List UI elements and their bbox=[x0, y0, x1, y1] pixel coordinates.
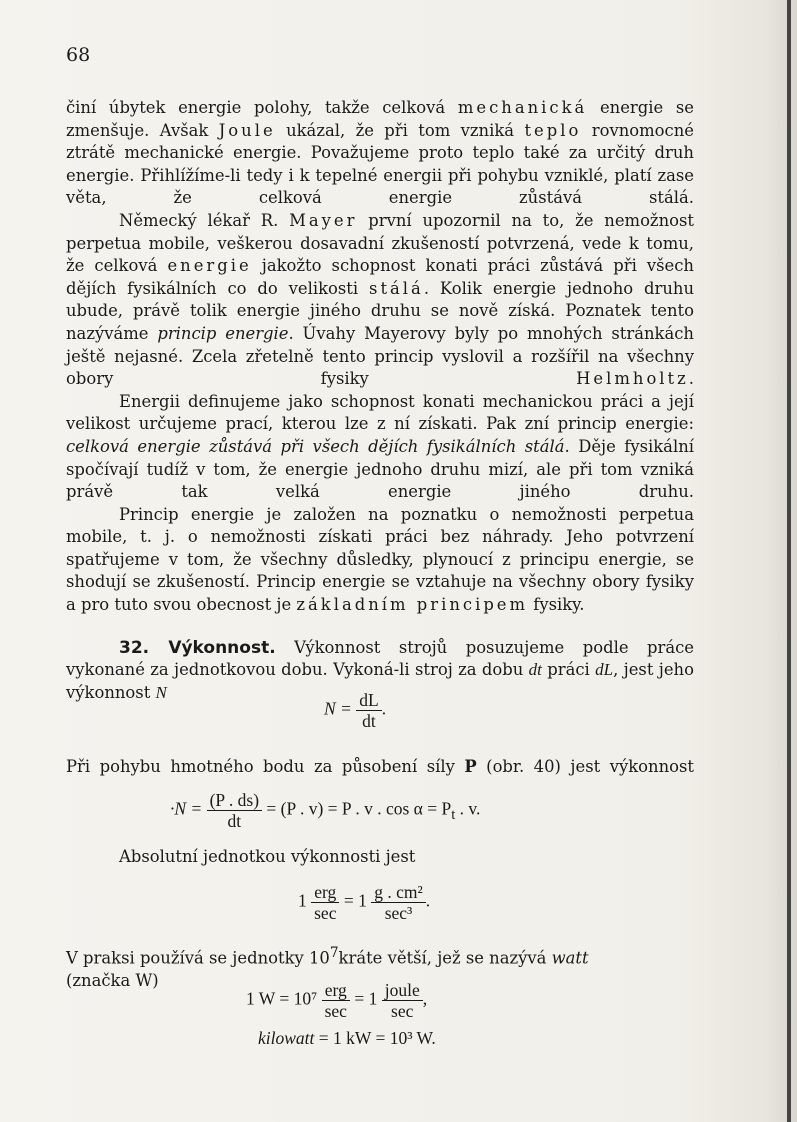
equation-power-definition: N = $\frac{dL}{dt}$ . bbox=[324, 690, 387, 731]
section-gap bbox=[66, 617, 694, 637]
fraction-pds-dt: $\frac{(P . ds)}{dt}$ bbox=[207, 790, 262, 831]
fraction-erg-sec: $\frac{\text{erg}}{\sec}$ bbox=[311, 882, 339, 923]
paragraph-perpetuum: Princip energie je založen na poznatku o nemožnosti perpetua mobile, t. j. o nemožnosti získati práci bez náhrady. Jeho potvrzení spatřujeme v tom, že všechny důsledky, plynoucí z principu energie, se shodují se zkušeností. Princip energie se vztahuje na všechny obory fysiky a pro tuto svou obecnost je základním principem fysiky. bbox=[66, 504, 694, 615]
equation-erg-per-sec: 1 $\frac{\text{erg}}{\sec}$ = 1 $\frac{\text{g . cm²}}{\text{sec³}}$ . bbox=[298, 882, 431, 923]
paragraph-watt: V praksi používá se jednotky $10^7kráte$ větší, jež se nazývá watt (značka W) bbox=[66, 945, 589, 991]
paragraph-absolute-unit: Absolutní jednotkou výkonnosti jest bbox=[119, 847, 416, 866]
fraction-erg-sec-watt: $\frac{\text{erg}}{\sec}$ bbox=[322, 980, 350, 1021]
equation-power-force: ·N = $\frac{(P . ds)}{dt}$ = (P . v) = P . v . $\cos \alpha = P_t$ . v. bbox=[170, 790, 481, 831]
equation-watt: 1 W = 10⁷ $\frac{\text{erg}}{\sec}$ = 1 $\frac{\text{joule}}{\sec}$ , bbox=[246, 980, 428, 1021]
paragraph-force-power: Při pohybu hmotného bodu za působení síly P (obr. 40) jest výkonnost bbox=[66, 757, 694, 776]
main-text bbox=[66, 97, 694, 704]
fraction-gcm2-sec3: $\frac{\text{g . cm²}}{\text{sec³}}$ bbox=[371, 882, 426, 923]
fraction-joule-sec: $\frac{\text{joule}}{\sec}$ bbox=[382, 980, 423, 1021]
paragraph-definition: Energii definujeme jako schopnost konati mechanickou práci a její velikost určujeme prací, kterou lze z ní získati. Pak zní princip energie: celková energie zůstává při všech dějích fysikálních stálá. Děje fysikální spočívají tudíž v tom, že energie jednoho druhu mizí, ale při tom vzniká právě tak velká energie jiného druhu. bbox=[66, 391, 694, 502]
paragraph-energy-loss: činí úbytek energie polohy, takže celková mechanická energie se zmenšuje. Avšak Joule ukázal, že při tom vzniká teplo rovnomocné ztrátě mechanické energie. Považujeme proto teplo také za určitý druh energie. Přihlížíme-li tedy i k tepelné energii při pohybu vzniklé, platí zase věta, že celková energie zůstává stálá. bbox=[66, 98, 694, 208]
page-edge-shadow bbox=[787, 0, 791, 1122]
section-heading: 32. Výkonnost. bbox=[119, 637, 276, 658]
fraction-dl-dt: $\frac{dL}{dt}$ bbox=[356, 690, 381, 731]
page-number: 68 bbox=[66, 44, 91, 66]
section-vykonnost: 32. Výkonnost. Výkonnost strojů posuzujeme podle práce vykonané za jednotkovou dobu. Vykoná-li stroj za dobu dt práci dL, jest jeho výkonnost N bbox=[66, 637, 694, 702]
paragraph-mayer: Německý lékař R. Mayer první upozornil na to, že nemožnost perpetua mobile, veškerou dosavadní zkušeností potvrzená, vede k tomu, že celková energie jakožto schopnost konati práci zůstává při všech dějích fysikálních co do velikosti stálá. Kolik energie jednoho druhu ubude, právě tolik energie jiného druhu se nově získá. Poznatek tento nazýváme princip energie. Úvahy Mayerovy byly po mnohých stránkách ještě nejasné. Zcela zřetelně tento princip vyslovil a rozšířil na všechny obory fysiky Helmholtz. bbox=[66, 210, 695, 389]
equation-kilowatt: kilowatt = 1 kW = 10³ W. bbox=[258, 1028, 436, 1048]
